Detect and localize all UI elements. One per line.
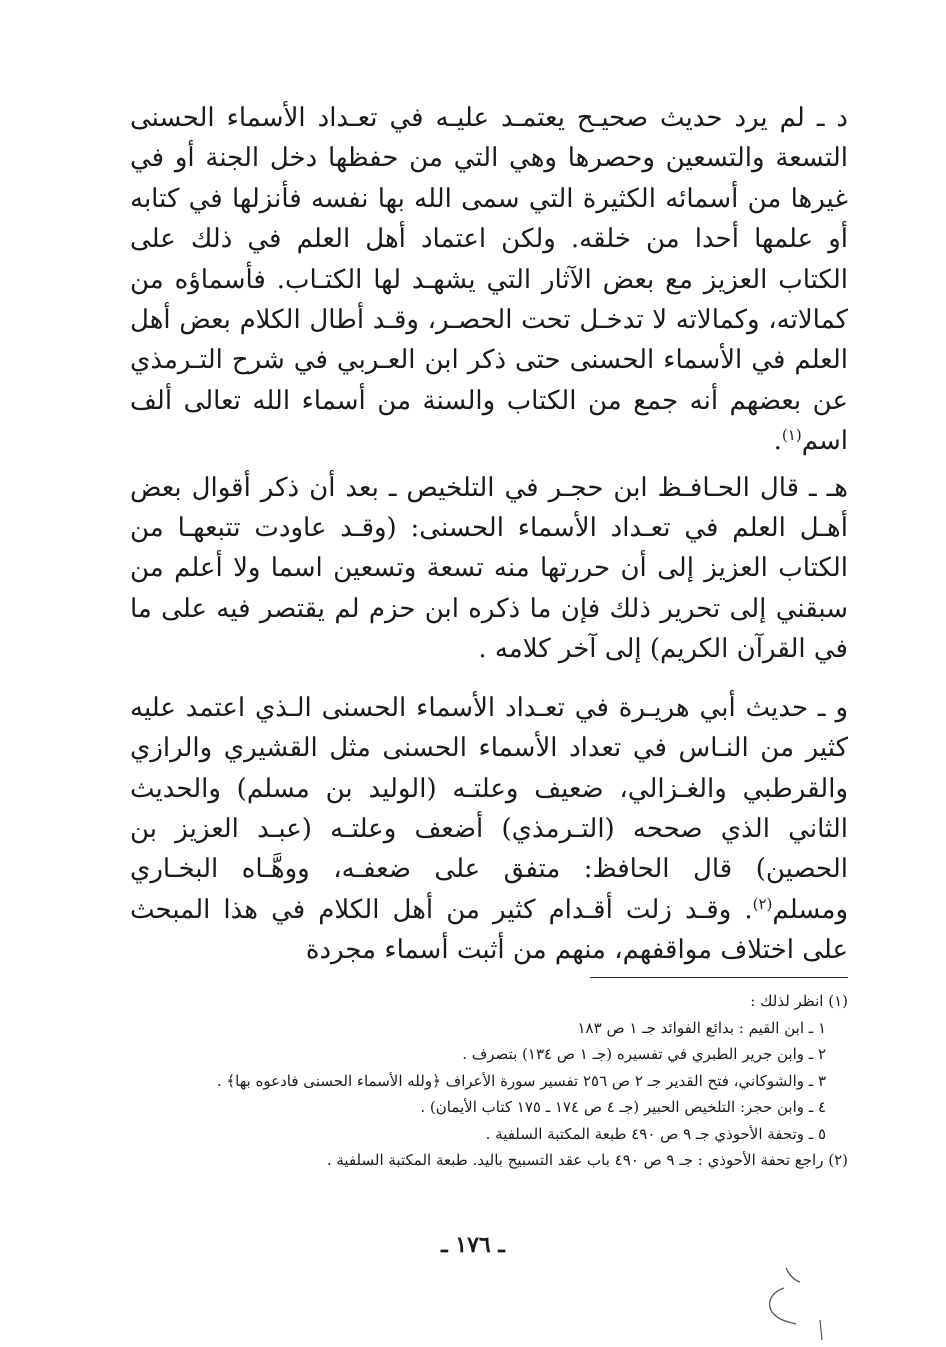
footnote-line: ٣ ـ والشوكاني، فتح القدير جـ ٢ ص ٢٥٦ تفسير سورة الأعراف ﴿ولله الأسماء الحسنى فادعوه بها﴾ . bbox=[216, 1071, 826, 1090]
footnote-line: (٢) راجع تحفة الأحوذي : جـ ٩ ص ٤٩٠ باب عقد التسبيح باليد. طبعة المكتبة السلفية . bbox=[326, 1151, 848, 1169]
footnote-line: ٥ ـ وتحفة الأحوذي جـ ٩ ص ٤٩٠ طبعة المكتبة السلفية . bbox=[485, 1124, 826, 1143]
paragraph-dal-tail: . bbox=[773, 426, 782, 457]
paragraph-dal-text: د ـ لم يرد حديث صحيـح يعتمـد عليـه في تعـداد الأسماء الحسنى التسعة والتسعين وحصرها وهي التي من حفظها دخل الجنة أو في غيرها من أسمائه الكثيرة التي سمى الله بها نفسه فأنزلها في كتابه أو علمها أحدا من خلقه. ولكن اعتماد أهل العلم في ذلك على الكتاب العزيز مع بعض الآثار التي يشهـد لها الكتـاب. فأسماؤه من كمالاته، وكمالاته لا تدخـل تحت الحصـر، وقـد أطال الكلام بعض أهل العلم في الأسماء الحسنى حتى ذكر ابن العـربي في شرح التـرمذي عن بعضهم أنه جمع من الكتاب والسنة من أسماء الله تعالى ألف اسم bbox=[130, 103, 848, 457]
paragraph-waw-text: و ـ حديث أبي هريـرة في تعـداد الأسماء الحسنى الـذي اعتمد عليه كثير من النـاس في تعداد الأسماء الحسنى مثل القشيري والرازي والقرطبي والغـزالي، ضعيف وعلتـه (الوليد بن مسلم) والحديث الثاني الذي صححه (التـرمذي) أضعف وعلتـه (عبـد العزيز بن الحصين) قال الحافظ: متفق على ضعفـه، ووهَّـاه البخـاري ومسلم bbox=[130, 692, 848, 925]
footnote-separator bbox=[590, 977, 848, 978]
footnote-line: (١) انظر لذلك : bbox=[750, 992, 848, 1010]
footnote-line: ٢ ـ وابن جرير الطبري في تفسيره (جـ ١ ص ١٣٤) بتصرف . bbox=[462, 1045, 826, 1063]
paragraph-dal bbox=[130, 98, 848, 462]
footnote-ref-1: (١) bbox=[781, 426, 802, 445]
paragraph-waw-tail: . وقـد زلت أقـدام كثير من أهل الكلام في هذا المبحث على اختلاف مواقفهم، منهم من أثبت أسماء مجردة bbox=[130, 894, 848, 966]
page-number: ـ ١٧٦ ـ bbox=[441, 1232, 505, 1258]
footnote-ref-2: (٢) bbox=[752, 894, 773, 913]
paragraph-ha bbox=[130, 468, 848, 670]
paragraph-ha-text: هـ ـ قال الحـافـظ ابن حجـر في التلخيص ـ بعد أن ذكر أقوال بعض أهـل العلم في تعـداد الأسماء الحسنى: (وقـد عاودت تتبعهـا من الكتاب العزيز إلى أن حررتها منه تسعة وتسعين اسما ولا أعلم من سبقني إلى تحرير ذلك فإن ما ذكره ابن حزم لم يقتصر فيه على ما في القرآن الكريم) إلى آخر كلامه . bbox=[130, 472, 848, 665]
footnote-line: ٤ ـ وابن حجر: التلخيص الحبير (جـ ٤ ص ١٧٤ ـ ١٧٥ كتاب الأيمان) . bbox=[420, 1098, 826, 1116]
body-text bbox=[130, 98, 848, 971]
footnotes bbox=[130, 988, 848, 1174]
paragraph-waw bbox=[130, 688, 848, 971]
footnote-line: ١ ـ ابن القيم : بدائع الفوائد جـ ١ ص ١٨٣ bbox=[577, 1018, 826, 1037]
handwritten-mark bbox=[756, 1262, 836, 1342]
